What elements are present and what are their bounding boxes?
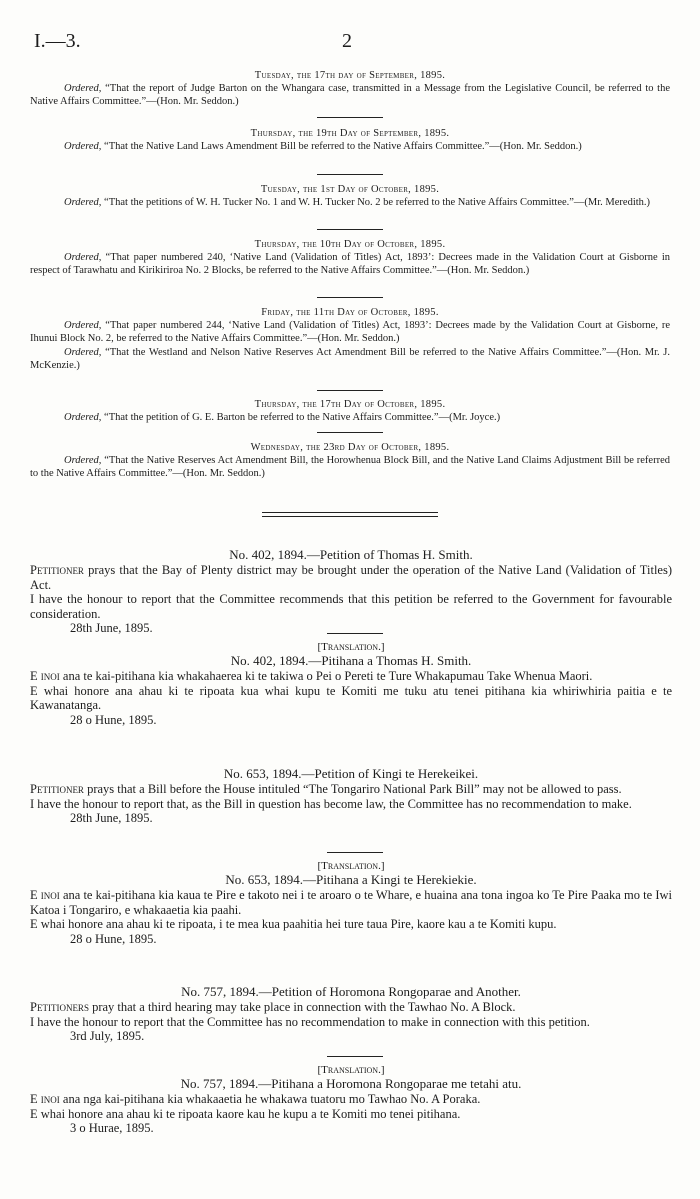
petition-translation [30, 641, 672, 727]
double-rule-bottom [262, 516, 438, 517]
petition-title: No. 757, 1894.—Petition of Horomona Rongoparae and Another. [181, 984, 521, 999]
order-section [0, 442, 700, 480]
petition-title: No. 402, 1894.—Pitihana a Thomas H. Smith. [230, 653, 472, 668]
petition-body: Petitioners pray that a third hearing may take place in connection with the Tawhao No. A Block. [30, 1000, 516, 1014]
order-date: Thursday, the 10th Day of October, 1895. [254, 239, 446, 250]
petition-date: 3 o Hurae, 1895. [70, 1121, 154, 1135]
committee-report: E whai honore ana ahau ki te ripoata kaore kau he kupu a te Komiti mo tenei pitihana. [30, 1106, 461, 1121]
order-date: Tuesday, the 1st Day of October, 1895. [260, 184, 440, 195]
translation-label: [Translation.] [317, 641, 385, 653]
divider [317, 117, 383, 118]
petition-title: No. 402, 1894.—Petition of Thomas H. Smith. [229, 547, 473, 562]
order-text: Ordered, “That the Native Land Laws Amendment Bill be referred to the Native Affairs Committee.”—(Hon. Mr. Seddon.) [64, 141, 582, 152]
petition-body: E inoi ana te kai-pitihana kia kaua te Pire e takoto nei i te aroaro o te Whare, e huaina ana tona ingoa ko Te Pire Paaka mo te Iwi Katoa i Tongariro, e whakaaetia kia paahi. [30, 888, 672, 917]
translation-label: [Translation.] [317, 860, 385, 872]
petition-translation [30, 860, 672, 946]
order-section [0, 184, 700, 210]
petition-date: 28th June, 1895. [70, 621, 153, 635]
order-section [0, 70, 700, 108]
document-reference: I.—3. [34, 30, 81, 52]
order-section [0, 399, 700, 425]
page-number: 2 [342, 30, 352, 52]
order-text: Ordered, “That the petition of G. E. Barton be referred to the Native Affairs Committee.”—(Mr. Joyce.) [64, 412, 501, 423]
order-text: Ordered, “That the petitions of W. H. Tucker No. 1 and W. H. Tucker No. 2 be referred to the Native Affairs Committee.”—(Mr. Meredith.) [64, 197, 651, 208]
petition-body: Petitioner prays that a Bill before the House intituled “The Tongariro National Park Bill” may not be allowed to pass. [30, 782, 622, 796]
petition-title: No. 653, 1894.—Pitihana a Kingi te Herekiekie. [225, 872, 477, 887]
petition [30, 984, 672, 1044]
petition-date: 28 o Hune, 1895. [70, 931, 157, 946]
committee-report: E whai honore ana ahau ki te ripoata, i te mea kua paahitia hei ture taua Pire, kaore kau a te Komiti kupu. [30, 917, 557, 931]
order-text: Ordered, “That the report of Judge Barton on the Whangara case, transmitted in a Message from the Legislative Council, be referred to the Native Affairs Committee.”—(Hon. Mr. Seddon.) [30, 83, 671, 107]
petition-body: Petitioner prays that the Bay of Plenty district may be brought under the operation of the Native Land (Validation of Titles) Act. [30, 563, 672, 592]
petition-body: E inoi ana te kai-pitihana kia whakahaerea ki te takiwa o Pei o Pereti te Ture Whakapumau Take Whenua Maori. [30, 669, 593, 683]
committee-report: I have the honour to report that the Committee recommends that this petition be referred to the Government for favourable consideration. [30, 592, 672, 621]
petition-body: E inoi ana nga kai-pitihana kia whakaaetia he whakawa tuatoru mo Tawhao No. A Poraka. [30, 1092, 481, 1106]
order-date: Friday, the 11th Day of October, 1895. [261, 307, 439, 318]
order-text: Ordered, “That paper numbered 244, ‘Native Land (Validation of Titles) Act, 1893’: Decrees made by the Validation Court at Gisborne, re Ihunui Block No. 2, be referred to the Native Affairs Committee.”—(Hon. Mr. Seddon.) [30, 320, 670, 344]
order-date: Tuesday, the 17th day of September, 1895. [254, 70, 446, 81]
order-section [0, 307, 700, 372]
committee-report: E whai honore ana ahau ki te ripoata kua whai kupu te Komiti me tuku atu tenei pitihana kia whiriwhiria paitia e te Kawanatanga. [30, 683, 672, 712]
translation-label: [Translation.] [317, 1064, 385, 1076]
divider [317, 297, 383, 298]
divider [327, 1056, 383, 1057]
divider [317, 432, 383, 433]
order-date: Wednesday, the 23rd Day of October, 1895. [250, 442, 450, 453]
petition [30, 547, 672, 636]
order-section [0, 128, 700, 154]
divider [317, 390, 383, 391]
divider [317, 229, 383, 230]
order-text: Ordered, “That the Native Reserves Act Amendment Bill, the Horowhenua Block Bill, and the Native Land Claims Adjustment Bill be referred to the Native Affairs Committee.”—(Hon. Mr. Seddon.) [30, 455, 670, 479]
order-date: Thursday, the 17th Day of October, 1895. [254, 399, 446, 410]
petition-translation [30, 1064, 672, 1136]
petition [30, 766, 672, 826]
petition-date: 28 o Hune, 1895. [70, 712, 157, 727]
petition-title: No. 653, 1894.—Petition of Kingi te Herekeikei. [223, 766, 479, 781]
order-text: Ordered, “That the Westland and Nelson Native Reserves Act Amendment Bill be referred to the Native Affairs Committee.”—(Hon. Mr. J. McKenzie.) [30, 347, 670, 371]
divider [327, 852, 383, 853]
committee-report: I have the honour to report that, as the Bill in question has become law, the Committee has no recommendation to make. [30, 796, 632, 811]
order-date: Thursday, the 19th Day of September, 1895. [250, 128, 450, 139]
petition-date: 28th June, 1895. [70, 811, 153, 825]
order-text: Ordered, “That paper numbered 240, ‘Native Land (Validation of Titles) Act, 1893’: Decrees made in the Validation Court at Gisborne in respect of Tarawhatu and Kirikiriroa No. 2 Blocks, be referred to the Native Affairs Committee.”—(Hon. Mr. Seddon.) [30, 252, 670, 276]
double-rule-top [262, 512, 438, 513]
divider [317, 174, 383, 175]
divider [327, 633, 383, 634]
order-section [0, 239, 700, 277]
committee-report: I have the honour to report that the Committee has no recommendation to make in connection with this petition. [30, 1014, 590, 1029]
petition-title: No. 757, 1894.—Pitihana a Horomona Rongoparae me tetahi atu. [180, 1076, 522, 1091]
petition-date: 3rd July, 1895. [70, 1029, 145, 1043]
